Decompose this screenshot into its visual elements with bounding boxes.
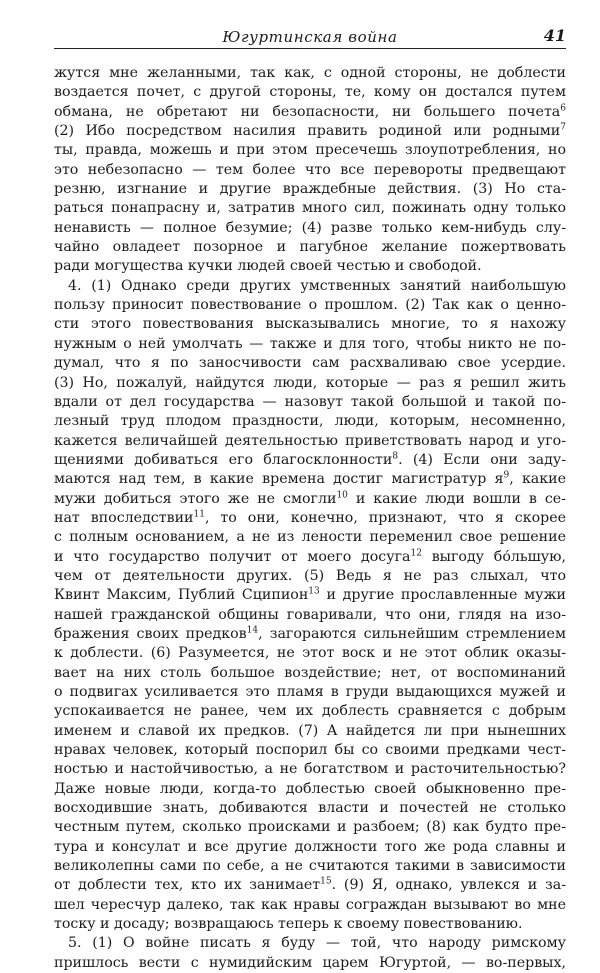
footnote-marker: 6: [560, 102, 566, 113]
text-line: о подвигах усиливается это пламя в груди выдающихся мужей и: [54, 684, 566, 700]
text-line: великолепны сами по себе, а не считаются такими в зависимости: [54, 858, 566, 875]
text-line: бражения своих предков$^{14}$, загораются сильнейшим стремлением: [54, 625, 566, 642]
text-line: маются над тем, в какие времена достиг магистратур $я^9$, какие: [54, 470, 566, 488]
text-line: чем от деятельности других. (5) Ведь я не раз слыхал, что: [54, 567, 566, 584]
text-line: воздается почет, с другой стороны, те, кому он достался путем: [54, 84, 566, 101]
text-line: от доблести тех, кто их занимает$^{15}$. (9) Я, однако, увлекся и за-: [54, 876, 566, 894]
text-line: именем и славой их предков. (7) А найдется ли при нынешних: [54, 722, 566, 739]
text-line: нравах человек, который поспорил бы со своими предками чест-: [54, 742, 566, 759]
footnote-marker: 10: [336, 489, 348, 500]
text-line: сти этого повествования высказывались многие, то я нахожу: [54, 316, 566, 333]
text-line: к доблести. (6) Разумеется, не этот воск и не этот облик оказы-: [54, 645, 566, 662]
text-line: это небезопасно — тем более что все перевороты предвещают: [54, 161, 566, 178]
text-line: щениями добиваться его благосклонности$^8$. (4) Если они заду-: [54, 451, 566, 468]
text-line: ностью и настойчивостью, а не богатством и расточительностью?: [54, 761, 566, 778]
running-title: Югуртинская война: [222, 28, 398, 46]
footnote-marker: 7: [560, 122, 566, 133]
page-number: 41: [543, 26, 566, 45]
text-line: нужным о ней умолчать — также и для того, чтобы никто не по-: [54, 335, 566, 352]
text-line: Квинт Максим, Публий Сципион$^{13}$ и другие прославленные мужи: [54, 586, 566, 604]
text-line: раться понапрасну и, затратив много сил, пожинать одну только: [54, 200, 566, 217]
footnote-marker: 14: [246, 625, 259, 636]
text-line: (2) Ибо посредством насилия править родиной или родными$^7$: [54, 122, 566, 140]
text-line: шел чересчур далеко, так как нравы сограждан вызывают во мне: [54, 896, 566, 913]
text-line: тура и консулат и все другие должности того же рода славны и: [54, 838, 566, 855]
footnote-marker: 12: [410, 547, 422, 558]
text-line: кажется величайшей деятельностью приветствовать народ и уго-: [54, 432, 566, 449]
section-start-line: 4. (1) Однако среди других умственных занятий наибольшую: [68, 277, 566, 294]
text-line: обмана, не обретают ни безопасности, ни большего почета$^6$: [54, 102, 566, 120]
text-line: и что государство получит от моего досуга$^{12}$ выгоду бо́льшую,: [54, 547, 567, 565]
text-line: думал, что я по заносчивости сам расхваливаю свое усердие.: [54, 355, 566, 372]
body-text: [54, 64, 566, 973]
text-line: мужи добиться этого же не смогли$^{10}$ и какие люди вошли в се-: [54, 489, 566, 507]
text-line: лезный труд плодом праздности, люди, которым, несомненно,: [54, 413, 566, 430]
text-line: резню, изгнание и другие враждебные действия. (3) Но ста-: [54, 181, 566, 198]
running-header: [54, 22, 566, 49]
text-line: (3) Но, пожалуй, найдутся люди, которые — раз я решил жить: [54, 374, 566, 391]
text-line: нат впоследствии$^{11}$, то они, конечно, признают, что я скорее: [54, 509, 566, 526]
text-line: с полным основанием, а не из лености переменил свое решение: [54, 529, 566, 546]
footnote-marker: 8: [392, 451, 399, 462]
section-start-line: 5. (1) О войне писать я буду — той, что народу римскому: [68, 935, 566, 952]
text-line: жутся мне желанными, так как, с одной стороны, не доблести: [54, 65, 566, 81]
text-line: ненависть — полное безумие; (4) разве только кем-нибудь слу-: [54, 219, 566, 236]
text-line: вдали от дел государства — назовут такой большой и такой по-: [54, 393, 566, 410]
text-line: вает на них столь большое воздействие; нет, от воспоминаний: [54, 664, 566, 681]
text-line: успокаивается не ранее, чем их доблесть сравняется с добрым: [54, 703, 566, 720]
text-line: честным путем, сколько происками и разбоем; (8) как будто пре-: [54, 819, 566, 836]
text-line: пришлось вести с нумидийским царем Югуртой, — во-первых,: [54, 954, 566, 971]
text-line: пользу приносит повествование о прошлом. (2) Так как о ценно-: [54, 297, 566, 314]
text-line: тоску и досаду; возвращаюсь теперь к своему повествованию.: [54, 916, 523, 933]
footnote-marker: 11: [193, 509, 205, 520]
text-line: нашей гражданской общины говаривали, что они, глядя на изо-: [54, 606, 566, 623]
footnote-marker: 13: [308, 586, 320, 597]
footnote-marker: 9: [503, 470, 510, 481]
text-line: Даже новые люди, когда-то доблестью своей обыкновенно пре-: [54, 780, 566, 797]
text-line: ради могущества кучки людей своей честью и свободой.: [54, 258, 482, 275]
text-line: чайно овладеет позорное и пагубное желание пожертвовать: [54, 239, 566, 256]
footnote-marker: 15: [320, 876, 332, 887]
text-line: восходившие знать, добиваются власти и почестей не столько: [54, 800, 566, 817]
text-line: ты, правда, можешь и при этом пресечешь злоупотребления, но: [54, 142, 566, 159]
